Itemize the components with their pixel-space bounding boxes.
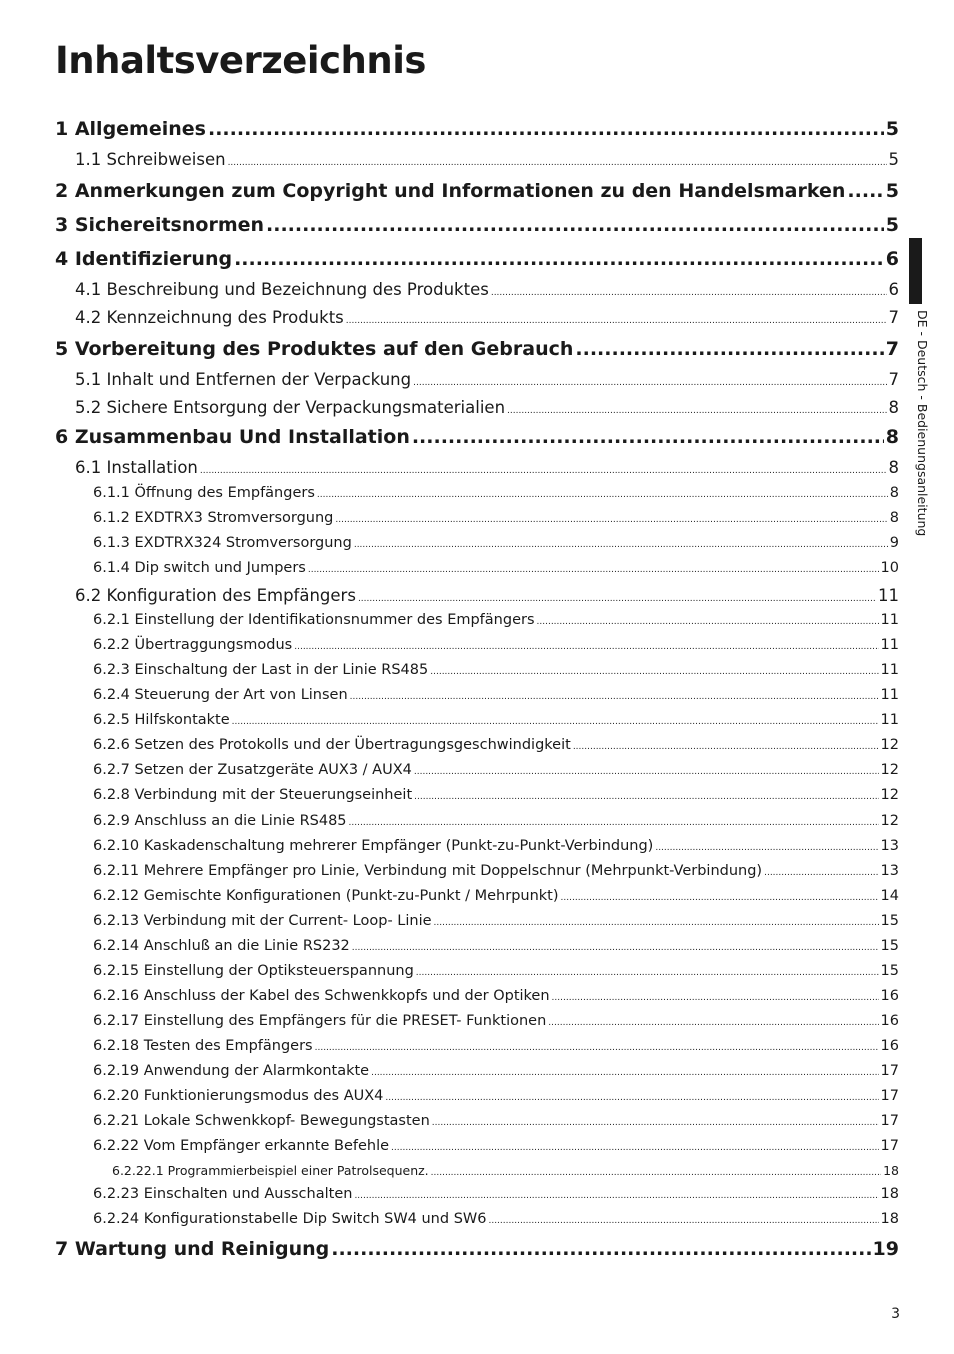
toc-entry[interactable] bbox=[93, 485, 899, 502]
dot-leader bbox=[548, 1018, 878, 1029]
toc-entry-page: 5 bbox=[888, 150, 899, 169]
toc-entry-label: 6.2.14 Anschluß an die Linie RS232 bbox=[93, 938, 350, 954]
toc-entry[interactable] bbox=[93, 1211, 899, 1228]
toc-entry-page: 7 bbox=[888, 370, 899, 389]
toc-entry[interactable] bbox=[55, 214, 899, 237]
toc-entry[interactable] bbox=[93, 1138, 899, 1155]
dot-leader bbox=[208, 118, 884, 141]
toc-entry-page: 9 bbox=[889, 535, 899, 551]
dot-leader bbox=[358, 594, 876, 605]
toc-entry-page: 11 bbox=[880, 637, 899, 653]
toc-entry[interactable] bbox=[75, 458, 899, 478]
toc-entry[interactable] bbox=[93, 863, 899, 880]
toc-entry-label: 6.2.12 Gemischte Konfigurationen (Punkt-zu-Punkt / Mehrpunkt) bbox=[93, 888, 559, 904]
toc-entry-label: 6.2.7 Setzen der Zusatzgeräte AUX3 / AUX4 bbox=[93, 762, 412, 778]
dot-leader bbox=[432, 1118, 879, 1129]
dot-leader bbox=[354, 540, 888, 551]
toc-entry-page: 8 bbox=[889, 485, 899, 501]
dot-leader bbox=[561, 893, 879, 904]
toc-entry-label: 6.2.23 Einschalten und Ausschalten bbox=[93, 1186, 353, 1202]
dot-leader bbox=[232, 717, 879, 728]
dot-leader bbox=[764, 868, 878, 879]
toc-entry-page: 11 bbox=[880, 687, 899, 703]
dot-leader bbox=[371, 1068, 878, 1079]
toc-entry-label: 4.2 Kennzeichnung des Produkts bbox=[75, 308, 344, 327]
toc-entry[interactable] bbox=[75, 280, 899, 300]
toc-entry-page: 11 bbox=[878, 586, 899, 605]
toc-entry-page: 8 bbox=[889, 510, 899, 526]
toc-entry-page: 16 bbox=[880, 1038, 899, 1054]
toc-entry[interactable] bbox=[93, 963, 899, 980]
dot-leader bbox=[573, 742, 879, 753]
toc-entry[interactable] bbox=[93, 938, 899, 955]
dot-leader bbox=[234, 248, 884, 271]
toc-entry-label: 6.2.15 Einstellung der Optiksteuerspannung bbox=[93, 963, 414, 979]
toc-entry[interactable] bbox=[112, 1163, 899, 1179]
toc-entry[interactable] bbox=[55, 338, 899, 361]
page-number: 3 bbox=[891, 1306, 900, 1322]
toc-entry[interactable] bbox=[93, 510, 899, 527]
toc-entry-label: 6.2.1 Einstellung der Identifikationsnummer des Empfängers bbox=[93, 612, 535, 628]
dot-leader bbox=[349, 818, 879, 829]
dot-leader bbox=[315, 1043, 879, 1054]
toc-entry-label: 6.2.22 Vom Empfänger erkannte Befehle bbox=[93, 1138, 390, 1154]
dot-leader bbox=[491, 288, 887, 299]
toc-entry-page: 15 bbox=[880, 913, 899, 929]
toc-entry-page: 12 bbox=[880, 787, 899, 803]
dot-leader bbox=[266, 214, 884, 237]
toc-entry[interactable] bbox=[93, 1013, 899, 1030]
toc-entry[interactable] bbox=[93, 1038, 899, 1055]
toc-entry-page: 7 bbox=[885, 338, 899, 360]
toc-entry[interactable] bbox=[93, 637, 899, 654]
toc-entry[interactable] bbox=[93, 838, 899, 855]
toc-entry[interactable] bbox=[93, 560, 899, 577]
dot-leader bbox=[200, 466, 887, 477]
toc-entry-label: 6.2.13 Verbindung mit der Current- Loop- Linie bbox=[93, 913, 432, 929]
toc-entry-label: 1 Allgemeines bbox=[55, 118, 206, 140]
dot-leader bbox=[416, 968, 879, 979]
dot-leader bbox=[413, 378, 886, 389]
dot-leader bbox=[352, 943, 879, 954]
dot-leader bbox=[294, 642, 878, 653]
toc-entry[interactable] bbox=[75, 398, 899, 418]
toc-entry-label: 6.2.20 Funktionierungsmodus des AUX4 bbox=[93, 1088, 384, 1104]
toc-entry[interactable] bbox=[55, 426, 899, 449]
toc-entry[interactable] bbox=[93, 762, 899, 779]
page-title: Inhaltsverzeichnis bbox=[55, 39, 426, 82]
dot-leader bbox=[414, 792, 878, 803]
toc-entry[interactable] bbox=[55, 180, 899, 203]
dot-leader bbox=[385, 1093, 878, 1104]
toc-entry[interactable] bbox=[93, 1186, 899, 1203]
toc-entry[interactable] bbox=[93, 988, 899, 1005]
toc-entry[interactable] bbox=[93, 787, 899, 804]
toc-entry[interactable] bbox=[93, 913, 899, 930]
toc-entry-page: 12 bbox=[880, 813, 899, 829]
dot-leader bbox=[317, 490, 888, 501]
toc-entry-label: 6.1.1 Öffnung des Empfängers bbox=[93, 485, 315, 501]
toc-entry[interactable] bbox=[93, 1088, 899, 1105]
dot-leader bbox=[575, 338, 883, 361]
toc-entry-label: 7 Wartung und Reinigung bbox=[55, 1238, 330, 1260]
toc-entry-page: 19 bbox=[872, 1238, 899, 1260]
toc-entry-page: 8 bbox=[888, 458, 899, 477]
toc-entry-page: 16 bbox=[880, 988, 899, 1004]
toc-entry-page: 11 bbox=[880, 712, 899, 728]
toc-entry-page: 8 bbox=[888, 398, 899, 417]
toc-entry-page: 17 bbox=[880, 1113, 899, 1129]
dot-leader bbox=[308, 565, 879, 576]
toc-entry-page: 10 bbox=[880, 560, 899, 576]
toc-entry-label: 6.2.2 Übertraggungsmodus bbox=[93, 637, 293, 653]
toc-entry-label: 3 Sichereitsnormen bbox=[55, 214, 265, 236]
toc-entry-page: 12 bbox=[880, 737, 899, 753]
toc-entry-label: 6.2.21 Lokale Schwenkkopf- Bewegungstasten bbox=[93, 1113, 430, 1129]
toc-entry-page: 18 bbox=[883, 1163, 899, 1178]
toc-entry[interactable] bbox=[93, 687, 899, 704]
dot-leader bbox=[507, 406, 886, 417]
dot-leader bbox=[228, 158, 887, 169]
toc-entry-page: 6 bbox=[888, 280, 899, 299]
dot-leader bbox=[391, 1143, 879, 1154]
dot-leader bbox=[552, 993, 879, 1004]
toc-entry-page: 13 bbox=[880, 838, 899, 854]
dot-leader bbox=[488, 1216, 878, 1227]
toc-entry-page: 17 bbox=[880, 1138, 899, 1154]
toc-entry-page: 5 bbox=[885, 180, 899, 202]
toc-entry-page: 6 bbox=[885, 248, 899, 270]
toc-entry[interactable] bbox=[93, 712, 899, 729]
toc-entry[interactable] bbox=[75, 308, 899, 328]
dot-leader bbox=[430, 667, 878, 678]
toc-entry[interactable] bbox=[93, 1063, 899, 1080]
side-language-label: DE - Deutsch - Bedienungsanleitung bbox=[915, 310, 930, 537]
toc-entry-page: 11 bbox=[880, 662, 899, 678]
toc-entry-page: 11 bbox=[880, 612, 899, 628]
dot-leader bbox=[350, 692, 879, 703]
toc-entry[interactable] bbox=[93, 1113, 899, 1130]
toc-entry-label: 6.2.16 Anschluss der Kabel des Schwenkkopfs und der Optiken bbox=[93, 988, 550, 1004]
dot-leader bbox=[354, 1191, 878, 1202]
toc-entry-label: 4 Identifizierung bbox=[55, 248, 233, 270]
toc-entry[interactable] bbox=[75, 370, 899, 390]
toc-entry-label: 6.2.19 Anwendung der Alarmkontakte bbox=[93, 1063, 370, 1079]
toc-entry[interactable] bbox=[93, 813, 899, 830]
toc-entry-label: 6 Zusammenbau Und Installation bbox=[55, 426, 410, 448]
dot-leader bbox=[655, 843, 878, 854]
toc-entry-label: 6.2.17 Einstellung des Empfängers für die PRESET- Funktionen bbox=[93, 1013, 547, 1029]
toc-entry-label: 6.2.22.1 Programmierbeispiel einer Patrolsequenz. bbox=[112, 1163, 429, 1178]
dot-leader bbox=[412, 426, 884, 449]
toc-entry-label: 6.2.10 Kaskadenschaltung mehrerer Empfänger (Punkt-zu-Punkt-Verbindung) bbox=[93, 838, 654, 854]
toc-entry-label: 5 Vorbereitung des Produktes auf den Gebrauch bbox=[55, 338, 574, 360]
toc-entry-page: 8 bbox=[885, 426, 899, 448]
toc-entry[interactable] bbox=[75, 150, 899, 170]
toc-entry-page: 7 bbox=[888, 308, 899, 327]
toc-entry-label: 2 Anmerkungen zum Copyright und Informationen zu den Handelsmarken bbox=[55, 180, 846, 202]
toc-entry-label: 6.1 Installation bbox=[75, 458, 198, 477]
toc-entry-label: 6.2 Konfiguration des Empfängers bbox=[75, 586, 356, 605]
dot-leader bbox=[335, 515, 887, 526]
toc-entry[interactable] bbox=[55, 1238, 899, 1261]
toc-entry-page: 18 bbox=[880, 1186, 899, 1202]
toc-entry-page: 5 bbox=[885, 118, 899, 140]
toc-entry-label: 6.2.5 Hilfskontakte bbox=[93, 712, 230, 728]
toc-entry-label: 6.2.18 Testen des Empfängers bbox=[93, 1038, 313, 1054]
toc-entry[interactable] bbox=[93, 662, 899, 679]
dot-leader bbox=[331, 1238, 870, 1261]
toc-entry[interactable] bbox=[75, 586, 899, 606]
dot-leader bbox=[346, 316, 887, 327]
toc-entry-page: 17 bbox=[880, 1088, 899, 1104]
toc-entry-page: 12 bbox=[880, 762, 899, 778]
toc-entry-page: 5 bbox=[885, 214, 899, 236]
toc-entry-label: 6.2.4 Steuerung der Art von Linsen bbox=[93, 687, 348, 703]
dot-leader bbox=[537, 617, 879, 628]
toc-entry-label: 1.1 Schreibweisen bbox=[75, 150, 226, 169]
toc-entry[interactable] bbox=[55, 118, 899, 141]
toc-entry-page: 16 bbox=[880, 1013, 899, 1029]
toc-entry-label: 6.2.24 Konfigurationstabelle Dip Switch SW4 und SW6 bbox=[93, 1211, 487, 1227]
toc-entry-page: 18 bbox=[880, 1211, 899, 1227]
toc-entry-page: 13 bbox=[880, 863, 899, 879]
toc-entry-label: 6.2.11 Mehrere Empfänger pro Linie, Verbindung mit Doppelschnur (Mehrpunkt-Verbindung) bbox=[93, 863, 763, 879]
toc-entry-page: 15 bbox=[880, 963, 899, 979]
side-tab-marker bbox=[909, 238, 922, 304]
toc-entry-label: 6.2.9 Anschluss an die Linie RS485 bbox=[93, 813, 347, 829]
toc-entry-label: 6.2.6 Setzen des Protokolls und der Übertragungsgeschwindigkeit bbox=[93, 737, 571, 753]
dot-leader bbox=[847, 180, 883, 203]
toc-entry-label: 6.1.2 EXDTRX3 Stromversorgung bbox=[93, 510, 334, 526]
toc-entry-label: 6.1.4 Dip switch und Jumpers bbox=[93, 560, 306, 576]
toc-entry-label: 6.1.3 EXDTRX324 Stromversorgung bbox=[93, 535, 352, 551]
toc-entry-label: 5.2 Sichere Entsorgung der Verpackungsmaterialien bbox=[75, 398, 506, 417]
toc-entry[interactable] bbox=[93, 888, 899, 905]
toc-entry[interactable] bbox=[93, 612, 899, 629]
toc-entry-label: 6.2.8 Verbindung mit der Steuerungseinheit bbox=[93, 787, 413, 803]
toc-entry[interactable] bbox=[55, 248, 899, 271]
dot-leader bbox=[431, 1168, 881, 1179]
dot-leader bbox=[434, 918, 879, 929]
toc-entry-label: 6.2.3 Einschaltung der Last in der Linie RS485 bbox=[93, 662, 429, 678]
toc-entry-label: 4.1 Beschreibung und Bezeichnung des Produktes bbox=[75, 280, 489, 299]
toc-entry[interactable] bbox=[93, 535, 899, 552]
dot-leader bbox=[414, 767, 879, 778]
toc-entry-page: 14 bbox=[880, 888, 899, 904]
toc-entry-label: 5.1 Inhalt und Entfernen der Verpackung bbox=[75, 370, 412, 389]
toc-entry[interactable] bbox=[93, 737, 899, 754]
toc-entry-page: 17 bbox=[880, 1063, 899, 1079]
toc-entry-page: 15 bbox=[880, 938, 899, 954]
